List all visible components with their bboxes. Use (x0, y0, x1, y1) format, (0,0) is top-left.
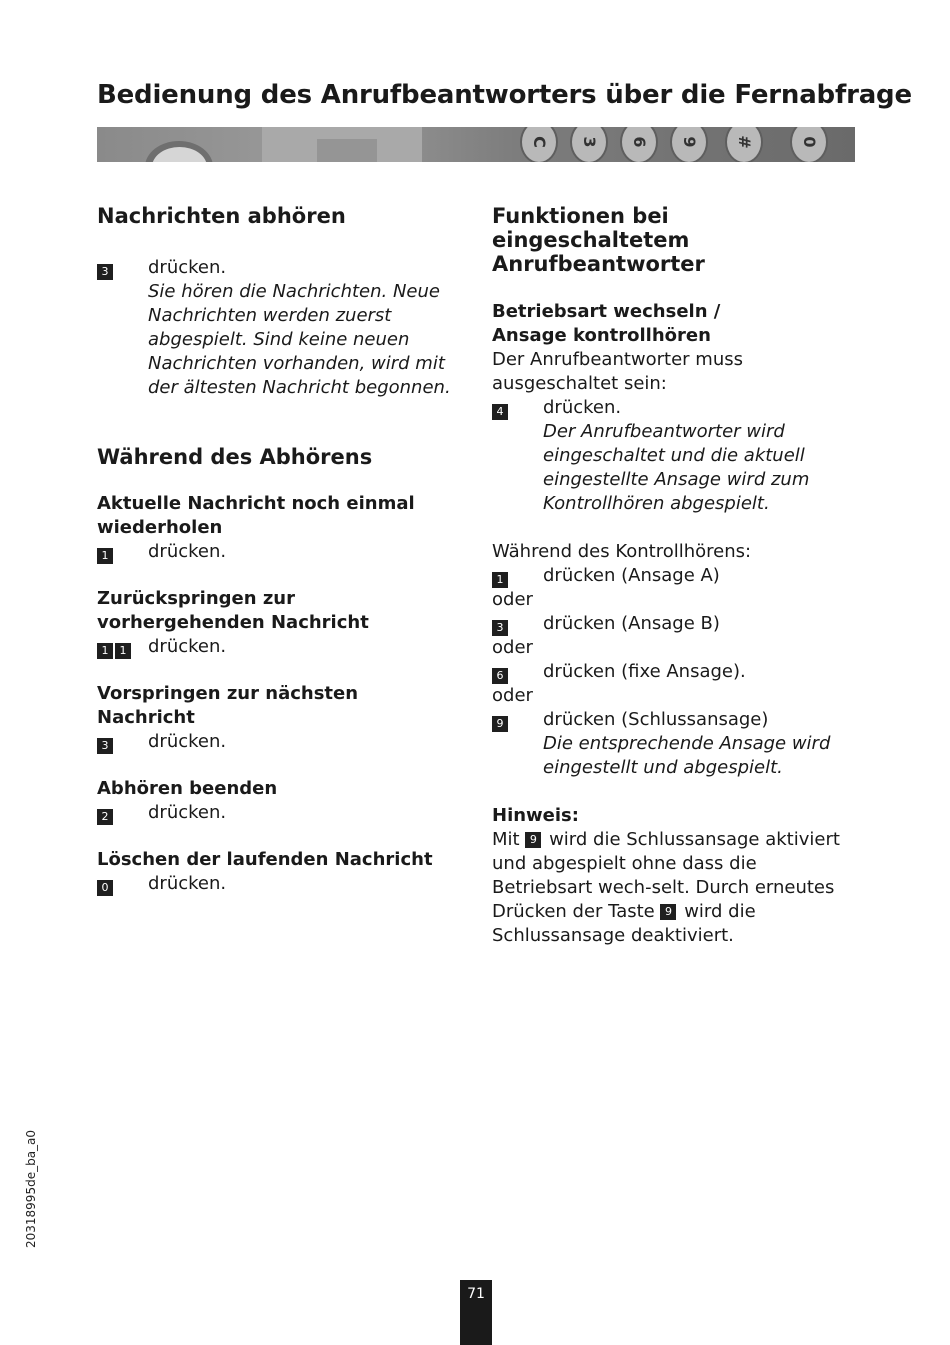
key-badge: 3 (492, 620, 508, 636)
section-heading-functions: Funktionen bei eingeschaltetem Anrufbeantworter (492, 204, 705, 276)
key-badge: 1 (115, 643, 131, 659)
item-step (97, 872, 457, 896)
banner-key-9: 9 (670, 127, 708, 162)
hint-text-part: wird die Schlussansage aktiviert und abgespielt ohne dass die Betriebsart wech-selt. Durch erneutes Drücken der Taste (492, 829, 840, 922)
item-step (97, 801, 457, 825)
banner-key-c: C (520, 127, 558, 162)
key-badge: 1 (97, 548, 113, 564)
hint-text-part: Mit (492, 829, 520, 850)
hint-text (492, 828, 857, 948)
key-badge: 3 (97, 260, 115, 284)
step-action: drücken. (148, 873, 227, 894)
phone-display-window (317, 139, 377, 162)
or-text: oder (492, 685, 533, 706)
option-row (492, 708, 872, 780)
hint-text-part: wird die Schlussansage deaktiviert. (492, 901, 756, 946)
item-step (97, 730, 457, 754)
key-badge: 9 (660, 904, 676, 920)
step-action: drücken. (148, 257, 227, 278)
option-row (492, 612, 872, 636)
banner-key-6: 6 (620, 127, 658, 162)
step-action: drücken. (148, 731, 227, 752)
option-text: drücken (Schlussansage) (543, 709, 769, 730)
option-text: drücken (fixe Ansage). (543, 661, 746, 682)
phone-keypad-banner-image (97, 127, 855, 162)
or-text: oder (492, 637, 533, 658)
key-badge: 2 (97, 809, 113, 825)
left-column (97, 200, 457, 896)
option-note: Die entsprechende Ansage wird eingestellt und abgespielt. (543, 733, 831, 778)
key-badge: 6 (492, 668, 508, 684)
sub-heading-mode: Betriebsart wechseln / Ansage kontrollhören (492, 301, 721, 346)
banner-key-hash: # (725, 127, 763, 162)
option-row (492, 564, 872, 588)
mode-step (492, 396, 872, 516)
key-badge: 3 (97, 738, 113, 754)
option-row (492, 660, 872, 684)
page-title: Bedienung des Anrufbeantworters über die Fernabfrage (97, 80, 912, 110)
section-heading-listen: Nachrichten abhören (97, 204, 346, 228)
item-step (97, 540, 457, 564)
key-badge: 4 (492, 404, 508, 420)
key-badge: 1 (97, 643, 113, 659)
option-text: drücken (Ansage A) (543, 565, 720, 586)
banner-key-0: 0 (790, 127, 828, 162)
item-heading: Aktuelle Nachricht noch einmal wiederholen (97, 493, 415, 538)
list-item (97, 777, 457, 825)
list-item (97, 492, 457, 564)
step-action: drücken. (148, 541, 227, 562)
listen-step (97, 256, 457, 400)
right-column (492, 200, 872, 948)
key-badge: 0 (97, 880, 113, 896)
intro-text: Der Anrufbeantworter muss ausgeschaltet sein: (492, 349, 744, 394)
step-note: Der Anrufbeantworter wird eingeschaltet und die aktuell eingestellte Ansage wird zum Kontrollhören abgespielt. (543, 421, 810, 514)
item-heading: Abhören beenden (97, 778, 278, 799)
key-badge: 9 (492, 716, 508, 732)
key-badge: 9 (525, 832, 541, 848)
page-number-tab (460, 1280, 492, 1345)
list-item (97, 848, 457, 896)
list-item (97, 587, 457, 659)
step-action: drücken. (543, 397, 622, 418)
or-text: oder (492, 589, 533, 610)
banner-key-3: 3 (570, 127, 608, 162)
item-heading: Löschen der laufenden Nachricht (97, 849, 433, 870)
hint-heading: Hinweis: (492, 805, 579, 826)
page-number: 71 (467, 1286, 485, 1302)
item-heading: Vorspringen zur nächsten Nachricht (97, 683, 359, 728)
step-action: drücken. (148, 802, 227, 823)
list-item (97, 682, 457, 754)
step-action: drücken. (148, 636, 227, 657)
during-text: Während des Kontrollhörens: (492, 541, 752, 562)
document-code: 20318995de_ba_a0 (24, 1129, 38, 1248)
section-heading-during: Während des Abhörens (97, 445, 373, 469)
option-text: drücken (Ansage B) (543, 613, 720, 634)
step-note: Sie hören die Nachrichten. Neue Nachrichten werden zuerst abgespielt. Sind keine neuen Nachrichten vorhanden, wird mit der ältesten Nachricht begonnen. (148, 281, 451, 398)
key-badge: 1 (492, 572, 508, 588)
item-step (97, 635, 457, 659)
item-heading: Zurückspringen zur vorhergehenden Nachricht (97, 588, 369, 633)
